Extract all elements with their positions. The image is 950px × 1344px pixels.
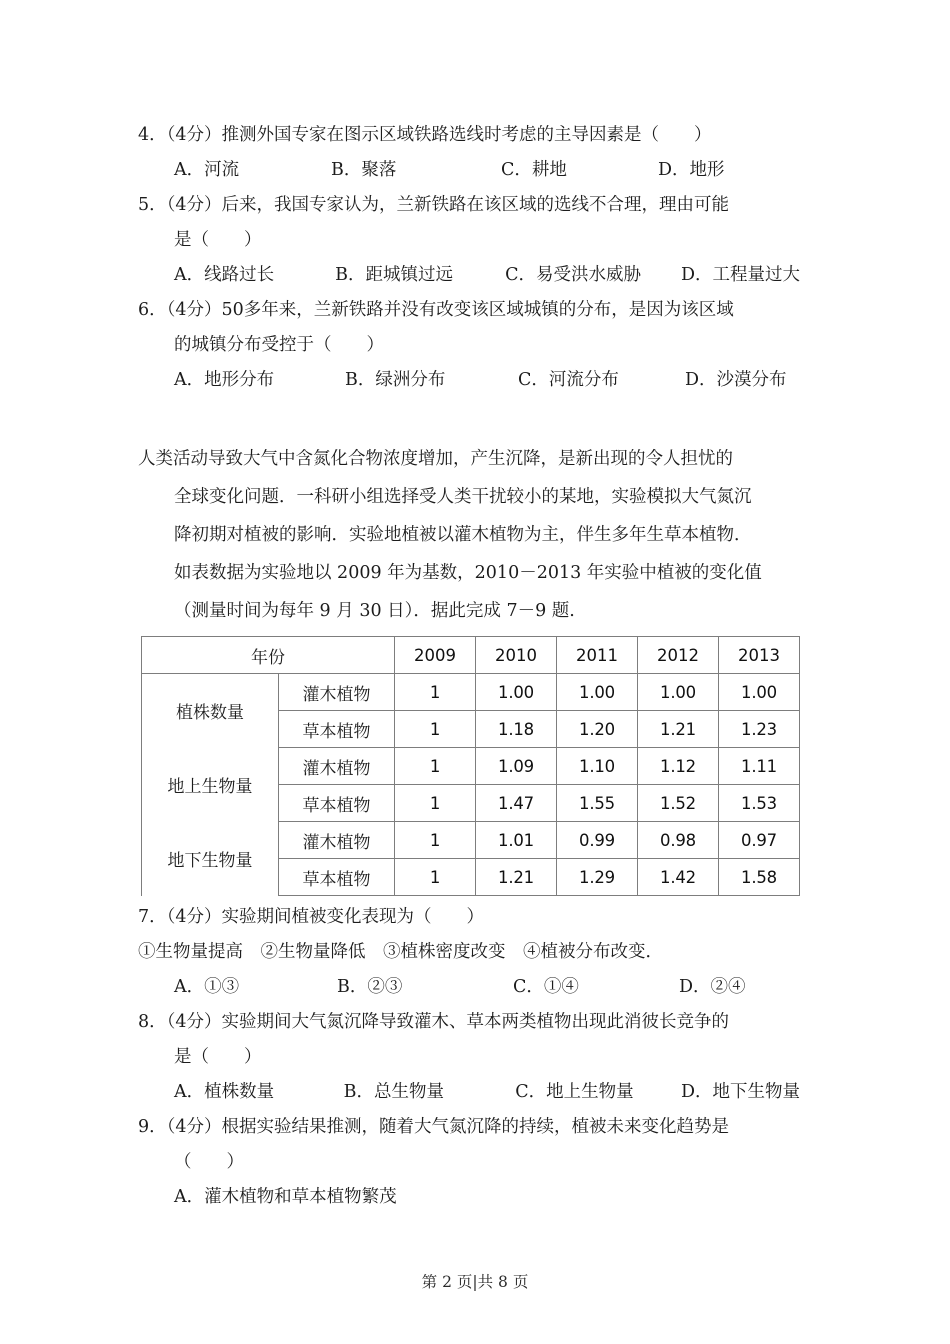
table-cell: 1.00 <box>719 674 800 711</box>
question-4-options <box>138 153 800 188</box>
question-4-option-d[interactable]: D．地形 <box>658 160 725 180</box>
table-cell: 1.10 <box>557 748 638 785</box>
question-6-option-b[interactable]: B．绿洲分布 <box>345 370 446 390</box>
table-cell: 1.01 <box>476 822 557 859</box>
question-5-options <box>138 258 800 293</box>
table-cell: 1.58 <box>719 859 800 896</box>
question-6-stem-line-1: 6．（4分）50多年来，兰新铁路并没有改变该区域城镇的分布，是因为该区域 <box>138 300 734 320</box>
table-cell: 1.53 <box>719 785 800 822</box>
question-5-option-d[interactable]: D．工程量过大 <box>680 265 800 285</box>
table-header-year-2010: 2010 <box>476 637 557 674</box>
question-4-option-b[interactable]: B．聚落 <box>331 160 397 180</box>
table-row <box>142 674 800 711</box>
question-6-options <box>138 363 800 398</box>
question-5-option-b[interactable]: B．距城镇过远 <box>335 265 453 285</box>
table-cell: 1.00 <box>557 674 638 711</box>
question-7-stem-line-2: ①生物量提高 ②生物量降低 ③植株密度改变 ④植被分布改变． <box>138 942 663 962</box>
question-7-options <box>138 970 800 1005</box>
question-7-option-d[interactable]: D．②④ <box>679 977 746 997</box>
table-category-plant-count: 植株数量 <box>142 674 279 748</box>
table-cell: 1.09 <box>476 748 557 785</box>
table-cell: 1 <box>395 674 476 711</box>
table-cell: 1 <box>395 785 476 822</box>
question-4 <box>138 118 800 188</box>
table-cell: 1.52 <box>638 785 719 822</box>
table-cell: 1.21 <box>476 859 557 896</box>
question-4-stem-line-1: 4．（4分）推测外国专家在图示区域铁路选线时考虑的主导因素是（ ） <box>138 125 712 145</box>
table-plant-type: 灌木植物 <box>279 674 395 711</box>
table-row <box>142 748 800 785</box>
question-5-option-c[interactable]: C．易受洪水威胁 <box>505 265 641 285</box>
table-cell: 1 <box>395 748 476 785</box>
table-cell: 1.21 <box>638 711 719 748</box>
table-cell: 1.00 <box>476 674 557 711</box>
table-cell: 1.12 <box>638 748 719 785</box>
table-header-year-label: 年份 <box>142 637 395 674</box>
question-6-option-d[interactable]: D．沙漠分布 <box>685 370 787 390</box>
table-cell: 0.97 <box>719 822 800 859</box>
passage-line-4: 如表数据为实验地以 2009 年为基数，2010－2013 年实验中植被的变化值 <box>174 563 762 583</box>
page-footer <box>0 1270 950 1292</box>
table-header-year-2009: 2009 <box>395 637 476 674</box>
question-8-stem-line-1: 8．（4分）实验期间大气氮沉降导致灌木、草本两类植物出现此消彼长竞争的 <box>138 1012 730 1032</box>
table-cell: 1 <box>395 859 476 896</box>
table-cell: 1 <box>395 711 476 748</box>
question-8-option-a[interactable]: A．植株数量 <box>174 1082 275 1102</box>
table-category-aboveground-biomass: 地上生物量 <box>142 748 279 822</box>
table-cell: 1.42 <box>638 859 719 896</box>
table-plant-type: 草本植物 <box>279 859 395 896</box>
table-cell: 1.23 <box>719 711 800 748</box>
question-5-option-a[interactable]: A．线路过长 <box>174 265 275 285</box>
table-cell: 1.47 <box>476 785 557 822</box>
table-row <box>142 822 800 859</box>
table-header-year-2012: 2012 <box>638 637 719 674</box>
passage-line-5: （测量时间为每年 9 月 30 日）．据此完成 7－9 题. <box>174 601 575 621</box>
question-7-option-b[interactable]: B．②③ <box>337 977 403 997</box>
question-6-option-a[interactable]: A．地形分布 <box>174 370 275 390</box>
question-5-stem-line-1: 5．（4分）后来，我国专家认为，兰新铁路在该区域的选线不合理，理由可能 <box>138 195 730 215</box>
table-cell: 1.11 <box>719 748 800 785</box>
table-cell: 1.18 <box>476 711 557 748</box>
vegetation-data-table-wrapper <box>141 636 800 896</box>
question-8 <box>138 1005 800 1110</box>
question-8-option-c[interactable]: C．地上生物量 <box>515 1082 634 1102</box>
page-number: 第 2 页|共 8 页 <box>421 1273 529 1291</box>
question-5 <box>138 188 800 293</box>
question-6 <box>138 293 800 398</box>
question-8-option-d[interactable]: D．地下生物量 <box>680 1082 801 1102</box>
table-plant-type: 草本植物 <box>279 785 395 822</box>
table-cell: 0.99 <box>557 822 638 859</box>
table-plant-type: 灌木植物 <box>279 822 395 859</box>
passage-line-2: 全球变化问题．一科研小组选择受人类干扰较小的某地，实验模拟大气氮沉 <box>174 487 752 507</box>
table-header-year-2011: 2011 <box>557 637 638 674</box>
reading-passage <box>138 440 800 630</box>
question-9-options <box>138 1180 800 1215</box>
question-8-option-b[interactable]: B．总生物量 <box>343 1082 445 1102</box>
question-7-stem-line-1: 7．（4分）实验期间植被变化表现为（ ） <box>138 907 485 927</box>
table-cell: 1.29 <box>557 859 638 896</box>
table-cell: 1.20 <box>557 711 638 748</box>
table-cell: 1.55 <box>557 785 638 822</box>
section-spacer <box>138 398 800 440</box>
question-8-stem-line-2: 是（ ） <box>174 1047 262 1067</box>
table-plant-type: 草本植物 <box>279 711 395 748</box>
table-cell: 1 <box>395 822 476 859</box>
question-9-stem-line-2: （ ） <box>174 1152 244 1172</box>
question-9-stem-line-1: 9．（4分）根据实验结果推测，随着大气氮沉降的持续，植被未来变化趋势是 <box>138 1117 730 1137</box>
question-7-option-a[interactable]: A．①③ <box>174 977 240 997</box>
question-5-stem-line-2: 是（ ） <box>174 230 262 250</box>
question-4-option-a[interactable]: A．河流 <box>174 160 240 180</box>
question-7-option-c[interactable]: C．①④ <box>513 977 579 997</box>
table-cell: 0.98 <box>638 822 719 859</box>
passage-line-1: 人类活动导致大气中含氮化合物浓度增加，产生沉降，是新出现的令人担忧的 <box>138 449 733 469</box>
table-header-row <box>142 637 800 674</box>
vegetation-data-table <box>141 636 800 896</box>
table-header-year-2013: 2013 <box>719 637 800 674</box>
question-8-options <box>138 1075 800 1110</box>
table-plant-type: 灌木植物 <box>279 748 395 785</box>
question-7 <box>138 900 800 1005</box>
question-9 <box>138 1110 800 1215</box>
question-6-stem-line-2: 的城镇分布受控于（ ） <box>174 335 384 355</box>
question-6-option-c[interactable]: C．河流分布 <box>518 370 619 390</box>
question-9-option-a[interactable]: A．灌木植物和草本植物繁茂 <box>174 1187 397 1207</box>
table-cell: 1.00 <box>638 674 719 711</box>
table-category-belowground-biomass: 地下生物量 <box>142 822 279 896</box>
passage-line-3: 降初期对植被的影响．实验地植被以灌木植物为主，伴生多年生草本植物． <box>174 525 752 545</box>
question-4-option-c[interactable]: C．耕地 <box>501 160 567 180</box>
